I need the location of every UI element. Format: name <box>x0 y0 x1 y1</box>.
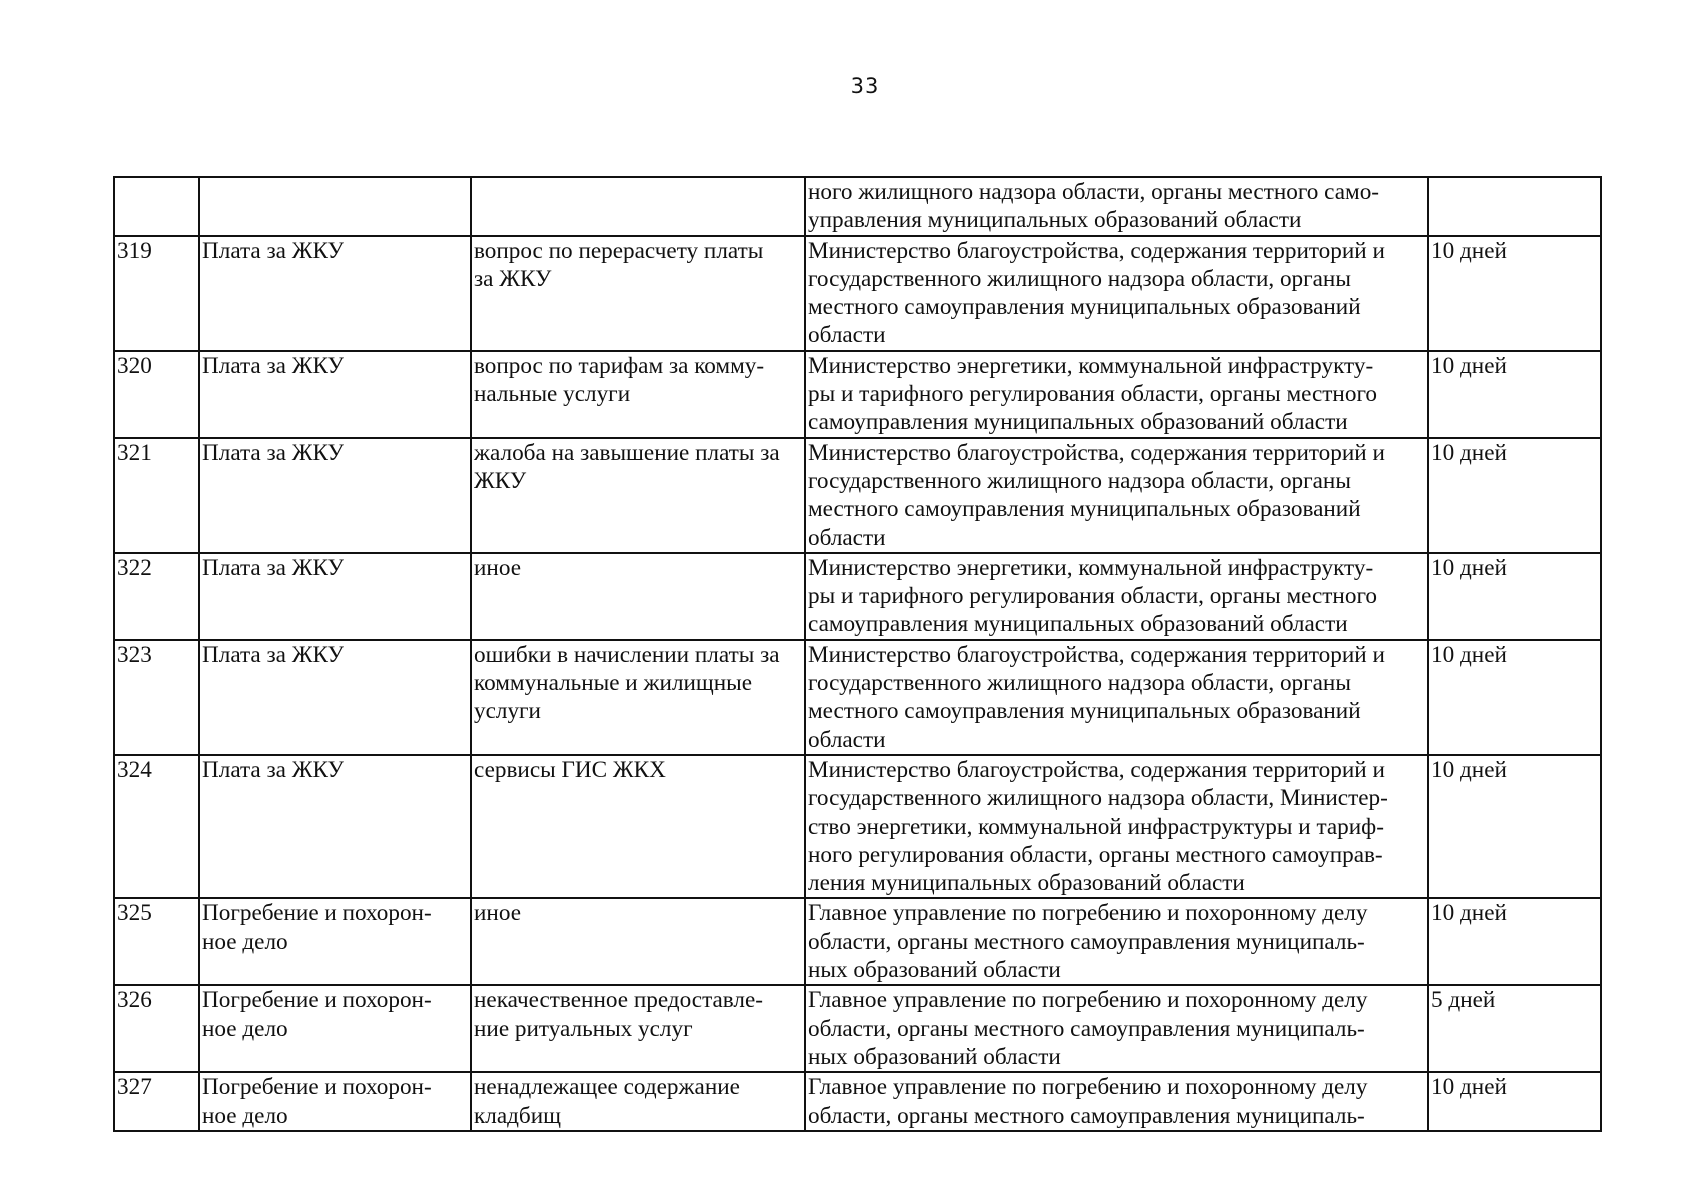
issue-cell: иное <box>471 553 805 640</box>
table-row <box>114 438 1601 553</box>
term-cell: 10 дней <box>1428 898 1601 985</box>
issue-cell: вопрос по перерасчету платы за ЖКУ <box>471 236 805 351</box>
row-number-cell: 324 <box>114 755 199 898</box>
issue-cell: сервисы ГИС ЖКХ <box>471 755 805 898</box>
term-cell: 10 дней <box>1428 755 1601 898</box>
table-row <box>114 755 1601 898</box>
term-cell: 10 дней <box>1428 438 1601 553</box>
table-row <box>114 898 1601 985</box>
issue-cell: ошибки в начислении платы за коммунальные и жилищные услуги <box>471 640 805 755</box>
issue-cell: некачественное предоставле- ние ритуальных услуг <box>471 985 805 1072</box>
term-cell: 10 дней <box>1428 236 1601 351</box>
table-row <box>114 553 1601 640</box>
issue-cell: жалоба на завышение платы за ЖКУ <box>471 438 805 553</box>
authority-cell: ного жилищного надзора области, органы местного само- управления муниципальных образований области <box>805 177 1428 236</box>
topic-cell: Погребение и похорон- ное дело <box>199 898 471 985</box>
appeals-table <box>113 176 1602 1132</box>
authority-cell: Министерство благоустройства, содержания территорий и государственного жилищного надзора области, Министер- ство энергетики, коммунальной инфраструктуры и тариф- ного регулирования области, органы местного самоуправ- ления муниципальных образований области <box>805 755 1428 898</box>
page-number: 33 <box>850 74 880 98</box>
topic-cell: Погребение и похорон- ное дело <box>199 985 471 1072</box>
topic-cell: Плата за ЖКУ <box>199 438 471 553</box>
authority-cell: Министерство энергетики, коммунальной инфраструкту- ры и тарифного регулирования области, органы местного самоуправления муниципальных образований области <box>805 553 1428 640</box>
term-cell: 5 дней <box>1428 985 1601 1072</box>
term-cell <box>1428 177 1601 236</box>
authority-cell: Главное управление по погребению и похоронному делу области, органы местного самоуправления муниципаль- <box>805 1072 1428 1131</box>
table-row <box>114 236 1601 351</box>
issue-cell <box>471 177 805 236</box>
term-cell: 10 дней <box>1428 640 1601 755</box>
issue-cell: ненадлежащее содержание кладбищ <box>471 1072 805 1131</box>
topic-cell: Плата за ЖКУ <box>199 553 471 640</box>
term-cell: 10 дней <box>1428 553 1601 640</box>
row-number-cell: 321 <box>114 438 199 553</box>
topic-cell: Плата за ЖКУ <box>199 755 471 898</box>
row-number-cell: 322 <box>114 553 199 640</box>
issue-cell: иное <box>471 898 805 985</box>
row-number-cell: 325 <box>114 898 199 985</box>
table-row <box>114 1072 1601 1131</box>
topic-cell: Плата за ЖКУ <box>199 351 471 438</box>
authority-cell: Министерство благоустройства, содержания территорий и государственного жилищного надзора области, органы местного самоуправления муниципальных образований области <box>805 438 1428 553</box>
row-number-cell <box>114 177 199 236</box>
row-number-cell: 326 <box>114 985 199 1072</box>
topic-cell: Плата за ЖКУ <box>199 640 471 755</box>
table-row <box>114 985 1601 1072</box>
term-cell: 10 дней <box>1428 351 1601 438</box>
authority-cell: Главное управление по погребению и похоронному делу области, органы местного самоуправления муниципаль- ных образований области <box>805 985 1428 1072</box>
topic-cell <box>199 177 471 236</box>
table-row <box>114 640 1601 755</box>
appeals-table-body <box>114 177 1601 1131</box>
authority-cell: Министерство энергетики, коммунальной инфраструкту- ры и тарифного регулирования области, органы местного самоуправления муниципальных образований области <box>805 351 1428 438</box>
authority-cell: Главное управление по погребению и похоронному делу области, органы местного самоуправления муниципаль- ных образований области <box>805 898 1428 985</box>
term-cell: 10 дней <box>1428 1072 1601 1131</box>
topic-cell: Плата за ЖКУ <box>199 236 471 351</box>
row-number-cell: 320 <box>114 351 199 438</box>
table-row <box>114 351 1601 438</box>
topic-cell: Погребение и похорон- ное дело <box>199 1072 471 1131</box>
table-row <box>114 177 1601 236</box>
authority-cell: Министерство благоустройства, содержания территорий и государственного жилищного надзора области, органы местного самоуправления муниципальных образований области <box>805 236 1428 351</box>
authority-cell: Министерство благоустройства, содержания территорий и государственного жилищного надзора области, органы местного самоуправления муниципальных образований области <box>805 640 1428 755</box>
issue-cell: вопрос по тарифам за комму- нальные услуги <box>471 351 805 438</box>
row-number-cell: 319 <box>114 236 199 351</box>
row-number-cell: 327 <box>114 1072 199 1131</box>
row-number-cell: 323 <box>114 640 199 755</box>
